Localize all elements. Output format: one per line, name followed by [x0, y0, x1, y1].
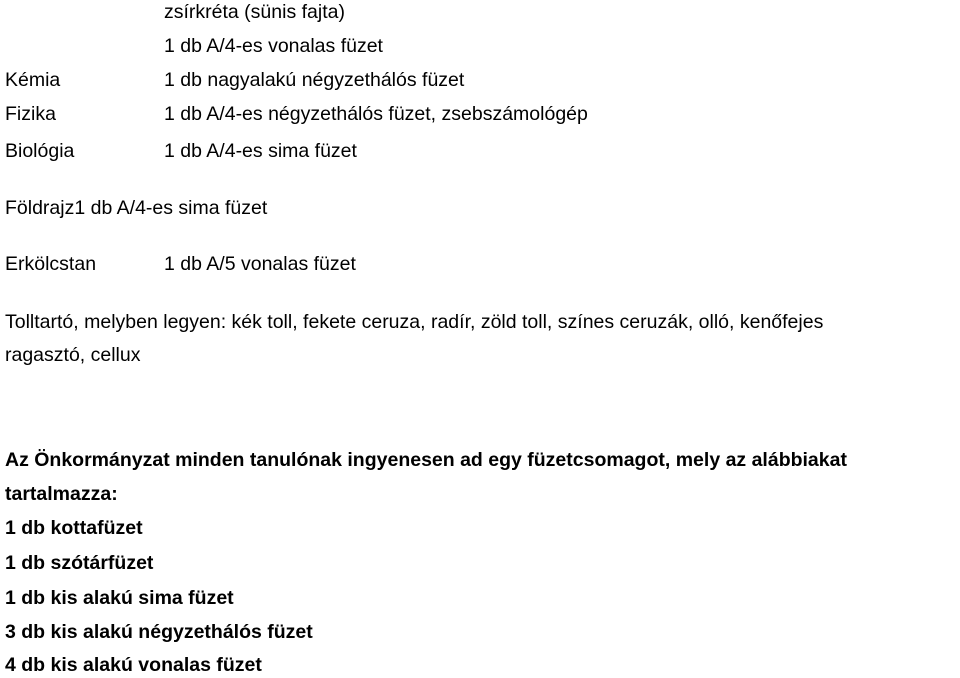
- subject-label: Biológia: [5, 140, 75, 162]
- subject-label: Fizika: [5, 103, 56, 125]
- foldrajz-line: Földrajz1 db A/4-es sima füzet: [5, 197, 268, 219]
- pencil-case-line: Tolltartó, melyben legyen: kék toll, fekete ceruza, radír, zöld toll, színes ceruzák, olló, kenőfejes: [5, 311, 824, 333]
- supply-item: 1 db A/5 vonalas füzet: [164, 253, 356, 275]
- package-intro: tartalmazza:: [5, 483, 118, 505]
- package-item: 1 db szótárfüzet: [5, 552, 154, 574]
- package-intro: Az Önkormányzat minden tanulónak ingyenesen ad egy füzetcsomagot, mely az alábbiakat: [5, 449, 847, 471]
- pencil-case-line: ragasztó, cellux: [5, 344, 141, 366]
- package-item: 3 db kis alakú négyzethálós füzet: [5, 621, 313, 643]
- package-item: 4 db kis alakú vonalas füzet: [5, 654, 262, 676]
- package-item: 1 db kis alakú sima füzet: [5, 587, 234, 609]
- supply-item: zsírkréta (sünis fajta): [164, 1, 345, 23]
- subject-label: Erkölcstan: [5, 253, 97, 275]
- subject-label: Kémia: [5, 69, 61, 91]
- package-item: 1 db kottafüzet: [5, 517, 143, 539]
- supply-item: 1 db A/4-es vonalas füzet: [164, 35, 383, 57]
- supply-item: 1 db nagyalakú négyzethálós füzet: [164, 69, 465, 91]
- supply-item: 1 db A/4-es sima füzet: [164, 140, 357, 162]
- supply-item: 1 db A/4-es négyzethálós füzet, zsebszámológép: [164, 103, 588, 125]
